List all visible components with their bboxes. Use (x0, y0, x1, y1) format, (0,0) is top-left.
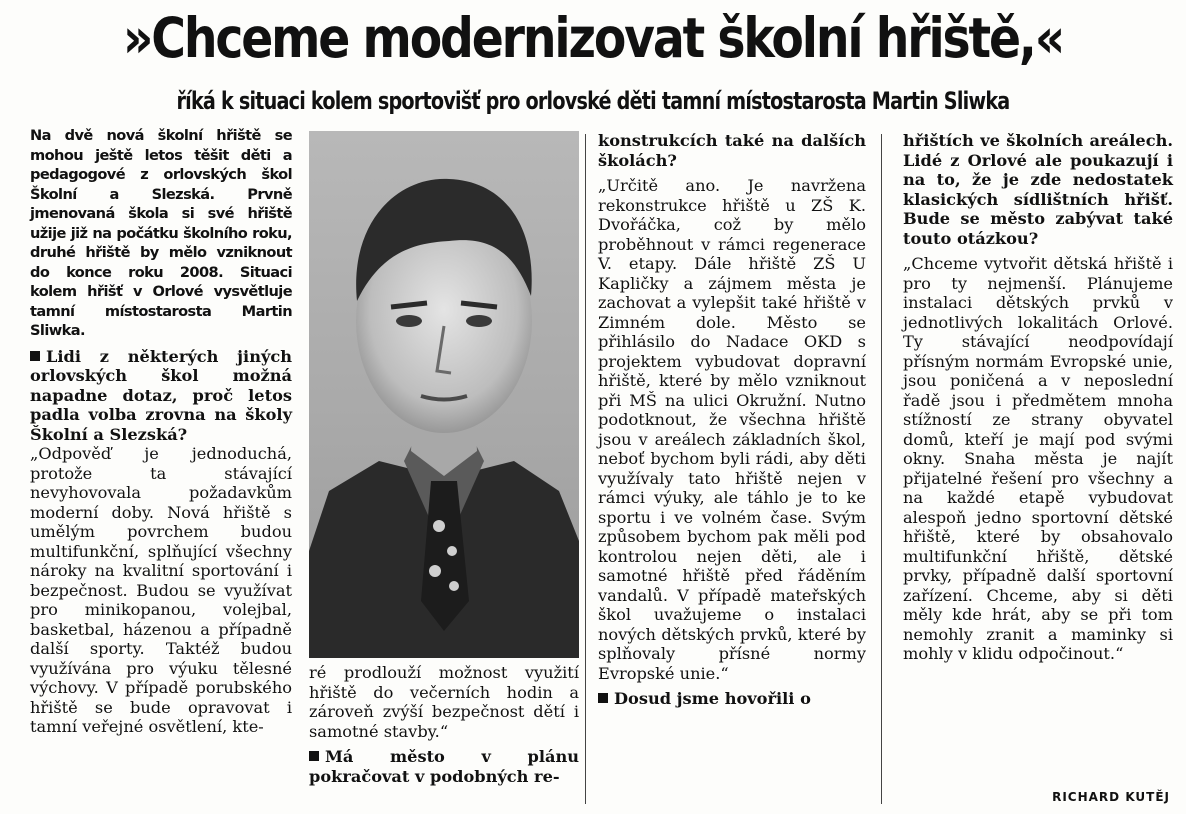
byline: RICHARD KUTĚJ (1052, 790, 1170, 804)
lead-paragraph: Na dvě nová školní hřiště se mohou ještě letos těšit děti a pedagogové z orlovských škol Školní a Slezská. Prvně jmenovaná škola si své hřiště užije již na počátku školního roku, druhé hřiště by mělo vzniknout do konce roku 2008. Situaci kolem hřišť v Orlové vysvětluje tamní místostarosta Martin Sliwka. (30, 127, 292, 339)
portrait-photo (309, 131, 579, 658)
column-3 (598, 131, 866, 709)
answer-1-part-2: ré prodlouží možnost využití hřiště do večerních hodin a zároveň zvýší bezpečnost dětí i samotné stavby.“ (309, 663, 579, 741)
bullet-square-icon (309, 751, 319, 761)
subheadline: říká k situaci kolem sportovišť pro orlovské děti tamní místostarosta Martin Sliwka (176, 87, 1010, 115)
column-divider (881, 134, 882, 804)
column-divider (585, 134, 586, 804)
question-2-part-1: Má město v plánu pokračovat v podobných re- (309, 747, 579, 786)
column-2 (309, 663, 579, 786)
question-3-part-1: Dosud jsme hovořili o (598, 689, 866, 709)
bullet-square-icon (30, 351, 40, 361)
question-1: Lidi z některých jiných orlovských škol možná napadne dotaz, proč letos padla volba zrovna na školy Školní a Slezská? (30, 346, 292, 444)
headline: »Chceme modernizovat školní hřiště,« (122, 6, 1064, 70)
column-1 (30, 126, 292, 737)
column-4 (903, 131, 1173, 664)
question-2-part-2: konstrukcích také na dalších školách? (598, 131, 866, 170)
answer-2: „Určitě ano. Je navržena rekonstrukce hřiště u ZŠ K. Dvořáčka, což by mělo proběhnout v rámci regenerace V. etapy. Dále hřiště ZŠ U Kapličky a zájmem města je zachovat a vylepšit také hřiště v Zimném dole. Město se přihlásilo do Nadace OKD s projektem vybudovat dopravní hřiště, které by mělo vzniknout při MŠ na ulici Okružní. Nutno podotknout, že všechna hřiště jsou v areálech základních škol, neboť bychom byli rádi, aby děti využívaly tato hřiště nejen v rámci výuky, ale táhlo je to ke sportu i ve volném čase. Svým způsobem bychom pak měli pod kontrolou nejen děti, ale i samotné hřiště před řáděním vandalů. V případě mateřských škol uvažujeme o instalaci nových dětských prvků, které by splňovaly přísné normy Evropské unie.“ (598, 176, 866, 683)
portrait-illustration (309, 131, 579, 658)
answer-3: „Chceme vytvořit dětská hřiště i pro ty nejmenší. Plánujeme instalaci dětských prvků v jednotlivých lokalitách Orlové. Ty stávající neodpovídají přísným normám Evropské unie, jsou poničená a v neposlední řadě jsou i předmětem mnoha stížností ze strany obyvatel domů, kteří je mají pod svými okny. Snaha města je najít přijatelné řešení pro všechny a na každé etapě vybudovat alespoň jedno sportovní dětské hřiště, které by obsahovalo multifunkční hřiště, dětské prvky, případně další sportovní zařízení. Chceme, aby si děti měly kde hrát, aby se při tom nemohly zranit a maminky si mohly v klidu odpočinout.“ (903, 254, 1173, 663)
answer-1-part-1: „Odpověď je jednoduchá, protože ta stávající nevyhovovala požadavkům moderní doby. Nová hřiště s umělým povrchem budou multifunkční, splňující všechny nároky na kvalitní sportování i bezpečnost. Budou se využívat pro minikopanou, volejbal, basketbal, házenou a případně další sporty. Taktéž budou využívána pro výuku tělesné výchovy. V případě porubského hřiště se bude opravovat i tamní veřejné osvětlení, kte- (30, 444, 292, 736)
bullet-square-icon (598, 693, 608, 703)
question-3-part-2: hřištích ve školních areálech. Lidé z Orlové ale poukazují i na to, že je zde nedostatek klasických sídlištních hřišť. Bude se město zabývat také touto otázkou? (903, 131, 1173, 248)
